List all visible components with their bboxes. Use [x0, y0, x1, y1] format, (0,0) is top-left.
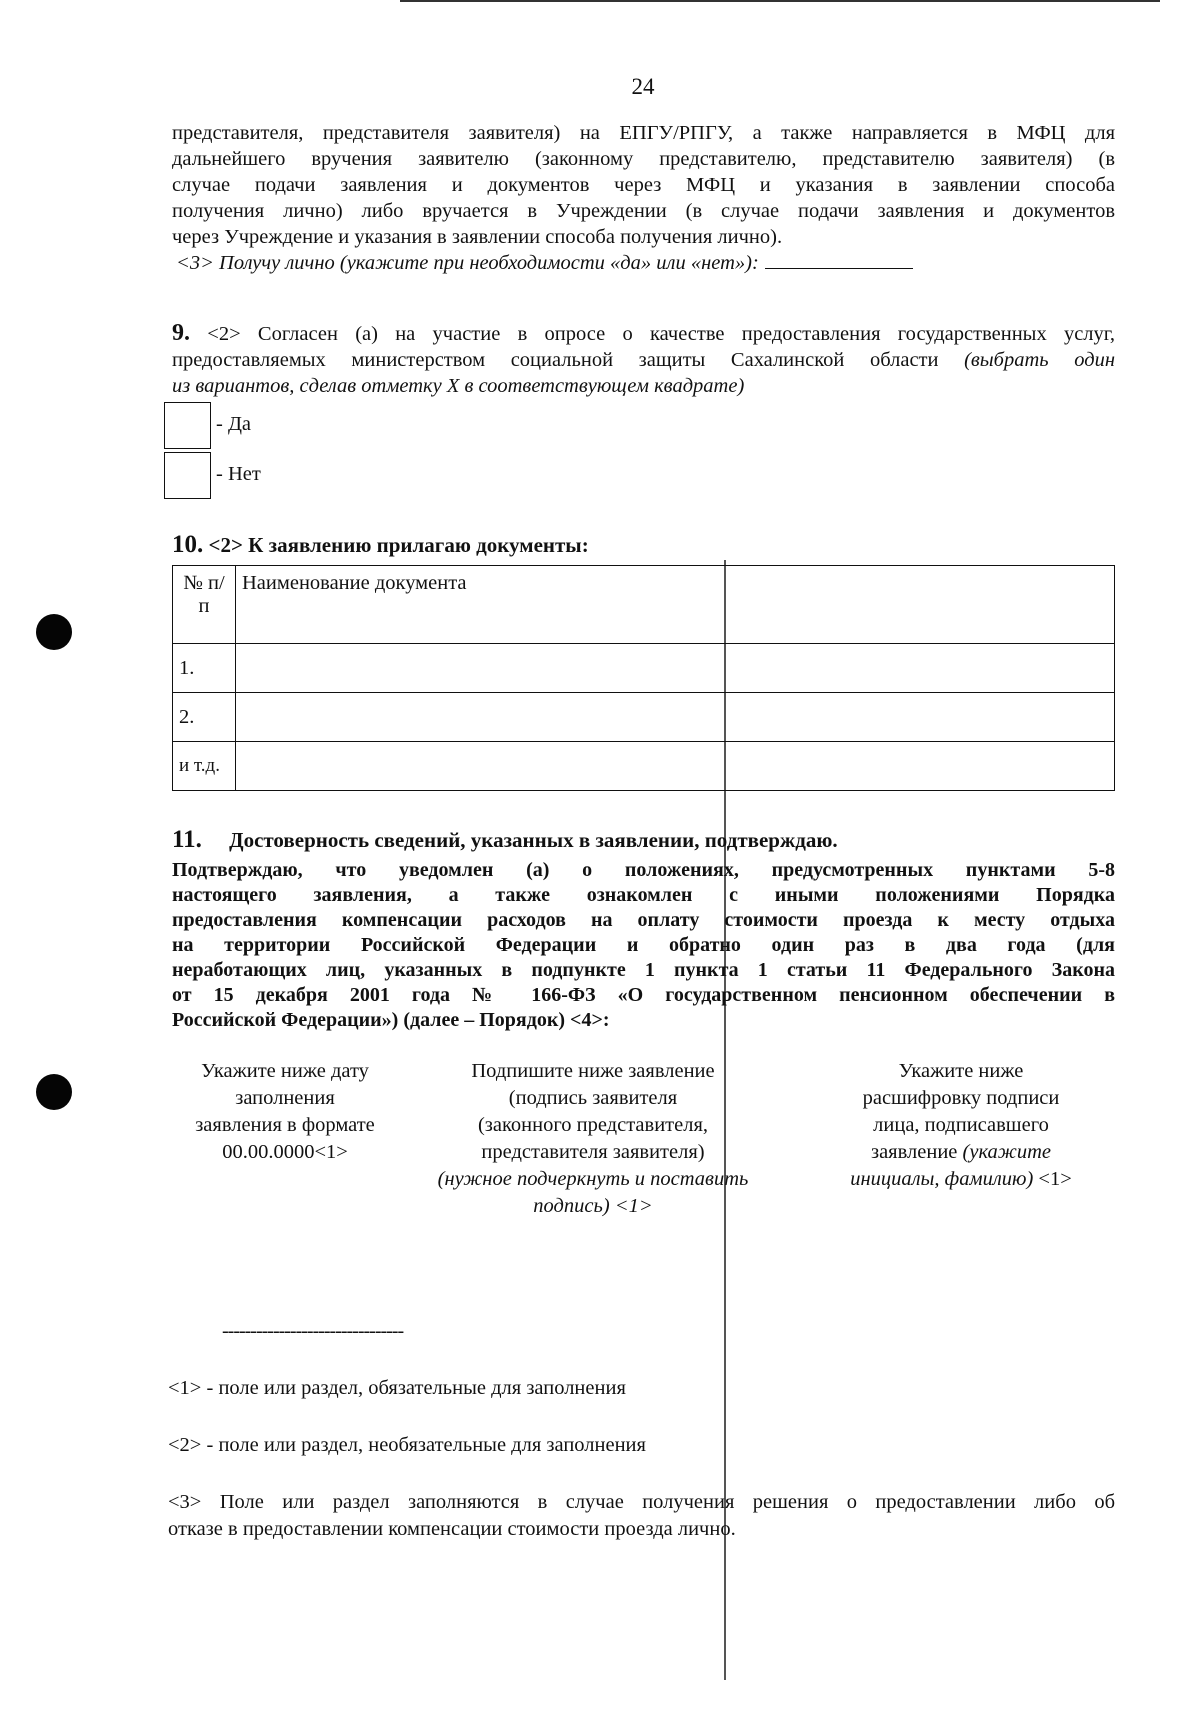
section-11-line: неработающих лиц, указанных в подпункте 1 пункта 1 статьи 11 Федерального Закона — [172, 959, 1115, 981]
section-11-number: 11. — [172, 826, 202, 853]
date-instruction-line: заявления в формате — [195, 1114, 375, 1136]
section-11-line: от 15 декабря 2001 года № 166-ФЗ «О государственном пенсионном обеспечении в — [172, 984, 1115, 1006]
decoding-column — [826, 1058, 1096, 1193]
signature-instruction-text: подпись) <1> — [533, 1195, 653, 1217]
intro-line: представителя, представителя заявителя) на ЕПГУ/РПГУ, а также направляется в МФЦ для — [172, 122, 1115, 144]
signature-instruction-line: (законного представителя, — [477, 1114, 709, 1136]
documents-table — [172, 565, 1115, 791]
section-9-line — [172, 320, 1115, 347]
decoding-instruction-italic: (укажите — [962, 1141, 1051, 1163]
row-number: 2. — [173, 693, 236, 742]
table-header-row — [173, 566, 1115, 644]
section-11-line: на территории Российской Федерации и обратно один раз в два года (для — [172, 934, 1115, 956]
decoding-instruction-line: расшифровку подписи — [862, 1087, 1060, 1109]
section-9-text: <2> Согласен (а) на участие в опросе о качестве предоставления государственных услуг, — [207, 323, 1116, 345]
header-number: № п/п — [173, 566, 236, 644]
punch-hole-upper — [36, 614, 72, 650]
section-10-title: <2> К заявлению прилагаю документы: — [208, 533, 589, 557]
decoding-instruction-text: заявление — [870, 1141, 958, 1163]
section-9-number: 9. — [172, 320, 190, 346]
decoding-instruction-italic: инициалы, фамилию) — [850, 1168, 1034, 1190]
signature-column — [408, 1058, 778, 1220]
footnote-3-line: <3> Поле или раздел заполняются в случае получения решения о предоставлении либо об — [168, 1491, 1115, 1513]
separator-line: -------------------------------- — [222, 1320, 404, 1342]
section-11-line: настоящего заявления, а также ознакомлен с иными положениями Порядка — [172, 884, 1115, 906]
section-9-instruction: (выбрать один — [964, 349, 1115, 371]
option-no-label: - Нет — [216, 463, 261, 485]
section-10-number: 10. — [172, 531, 204, 558]
document-name-cell[interactable] — [236, 742, 1115, 791]
table-row — [173, 693, 1115, 742]
footnote-3-line: отказе в предоставлении компенсации стоимости проезда лично. — [168, 1518, 736, 1540]
table-row — [173, 742, 1115, 791]
receive-personally-blank[interactable] — [765, 250, 913, 269]
section-9-text: предоставляемых министерством социальной защиты Сахалинской области — [172, 349, 939, 371]
section-11-line: Российской Федерации») (далее – Порядок) <4>: — [172, 1009, 610, 1031]
intro-line: получения лично) либо вручается в Учреждении (в случае подачи заявления и документов — [172, 200, 1115, 222]
decoding-instruction-line: Укажите ниже — [898, 1060, 1024, 1082]
section-10-heading — [172, 531, 589, 559]
section-9-instruction: из вариантов, сделав отметку X в соответствующем квадрате) — [172, 375, 745, 397]
table-row — [173, 644, 1115, 693]
page-number: 24 — [631, 74, 655, 99]
section-9-paragraph — [172, 320, 1115, 399]
row-number: 1. — [173, 644, 236, 693]
intro-line: дальнейшего вручения заявителю (законному представителю, представителю заявителя) (в — [172, 148, 1115, 170]
document-name-cell[interactable] — [236, 644, 1115, 693]
footnote-3 — [168, 1489, 1115, 1543]
signature-instruction-line: представителя заявителя) — [481, 1141, 705, 1163]
signature-instruction-line: (нужное подчеркнуть и поставить — [437, 1168, 749, 1190]
punch-hole-lower — [36, 1074, 72, 1110]
receive-personally-label: <3> Получу лично (укажите при необходимости «да» или «нет»): — [176, 252, 759, 274]
section-11-title: Достоверность сведений, указанных в заявлении, подтверждаю. — [229, 828, 838, 852]
date-instruction-line: заполнения — [235, 1087, 335, 1109]
date-column — [170, 1058, 400, 1166]
row-number: и т.д. — [173, 742, 236, 791]
footnote-1: <1> - поле или раздел, обязательные для заполнения — [168, 1377, 626, 1399]
section-9-line — [172, 347, 1115, 373]
intro-line: случае подачи заявления и документов через МФЦ и указания в заявлении способа — [172, 174, 1115, 196]
scan-top-edge-line — [400, 0, 1160, 2]
decoding-instruction-text: <1> — [1038, 1168, 1072, 1190]
section-11-line: предоставления компенсации расходов на оплату стоимости проезда к месту отдыха — [172, 909, 1115, 931]
section-11-paragraph — [172, 858, 1115, 1033]
intro-paragraph — [172, 120, 1115, 276]
document-name-cell[interactable] — [236, 693, 1115, 742]
decoding-instruction-line: лица, подписавшего — [873, 1114, 1049, 1136]
decoding-instruction-line — [826, 1139, 1096, 1166]
decoding-instruction-line — [826, 1166, 1096, 1193]
signature-instruction-line — [408, 1193, 778, 1220]
header-document-name: Наименование документа — [236, 566, 1115, 644]
intro-line: через Учреждение и указания в заявлении способа получения лично). — [172, 226, 783, 248]
section-11-heading — [172, 826, 838, 854]
date-instruction-line: Укажите ниже дату — [201, 1060, 369, 1082]
section-11-line: Подтверждаю, что уведомлен (а) о положениях, предусмотренных пунктами 5-8 — [172, 859, 1115, 881]
footnote-2: <2> - поле или раздел, необязательные для заполнения — [168, 1434, 646, 1456]
signature-instruction-line: Подпишите ниже заявление — [471, 1060, 715, 1082]
checkbox-no[interactable] — [164, 452, 211, 499]
signature-instruction-line: (подпись заявителя — [508, 1087, 678, 1109]
option-yes-label: - Да — [216, 413, 252, 435]
date-instruction-line: 00.00.0000<1> — [222, 1141, 348, 1163]
checkbox-yes[interactable] — [164, 402, 211, 449]
receive-personally-row — [172, 250, 1115, 276]
